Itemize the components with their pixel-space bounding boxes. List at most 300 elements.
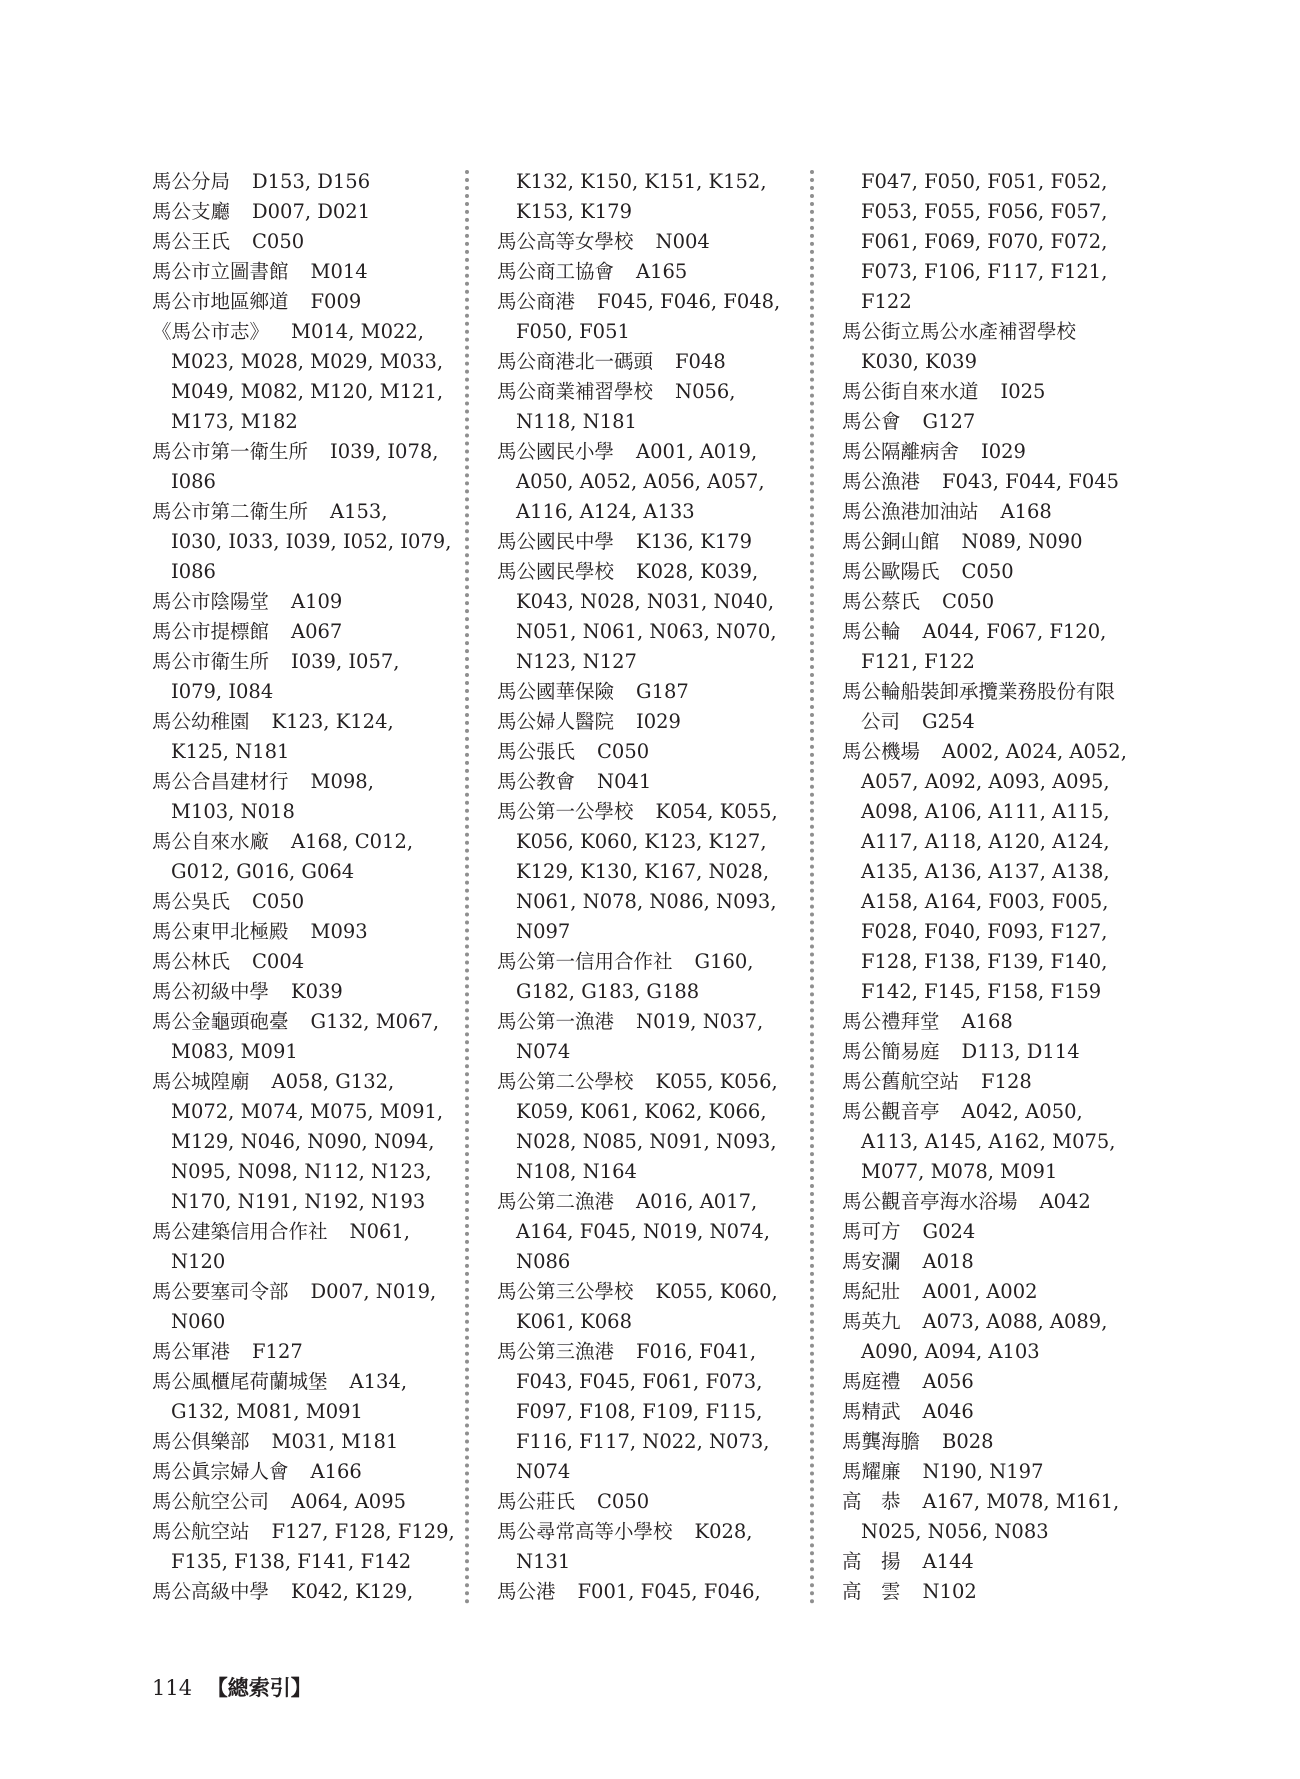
index-refs: A166 <box>310 1460 362 1483</box>
index-refs: K055, K060, <box>655 1280 778 1303</box>
index-line <box>842 1337 1172 1367</box>
index-term: 馬公尋常高等小學校 <box>497 1520 673 1543</box>
index-continuation: N131 <box>516 1550 571 1573</box>
index-refs: D007, N019, <box>310 1280 437 1303</box>
index-refs: G132, M067, <box>310 1010 440 1033</box>
index-refs: A064, A095 <box>291 1490 407 1513</box>
index-refs: A042 <box>1039 1190 1091 1213</box>
index-line <box>152 1517 455 1547</box>
index-refs: A001, A002 <box>922 1280 1038 1303</box>
index-line <box>152 797 452 827</box>
index-line <box>152 557 452 587</box>
index-line <box>152 1307 452 1337</box>
index-term: 馬公吳氏 <box>152 890 231 913</box>
index-term: 馬公高級中學 <box>152 1580 270 1603</box>
index-line <box>497 1097 802 1127</box>
index-refs: I039, I078, <box>330 440 439 463</box>
column-divider <box>810 170 814 1605</box>
index-line <box>497 1337 802 1367</box>
index-term: 馬公歐陽氏 <box>842 560 940 583</box>
index-refs: F127, F128, F129, <box>271 1520 455 1543</box>
index-term: 馬公第一漁港 <box>497 1010 615 1033</box>
index-term: 馬公國華保險 <box>497 680 615 703</box>
index-refs: M031, M181 <box>271 1430 399 1453</box>
index-line <box>152 347 452 377</box>
index-refs: A167, M078, M161, <box>922 1490 1120 1513</box>
index-line <box>497 1127 802 1157</box>
index-line <box>152 1037 452 1067</box>
index-line <box>497 1217 802 1247</box>
index-line <box>497 167 802 197</box>
index-term: 馬公國民小學 <box>497 440 615 463</box>
index-term: 馬可方 <box>842 1220 901 1243</box>
index-line <box>497 1037 802 1067</box>
index-term: 馬公合昌建材行 <box>152 770 289 793</box>
index-refs: A058, G132, <box>271 1070 395 1093</box>
index-continuation: F028, F040, F093, F127, <box>861 920 1108 943</box>
index-line <box>152 737 452 767</box>
index-term: 馬公第一信用合作社 <box>497 950 673 973</box>
index-term: 馬公禮拜堂 <box>842 1010 940 1033</box>
index-continuation: M023, M028, M029, M033, <box>171 350 444 373</box>
index-line <box>842 1067 1172 1097</box>
index-line <box>497 1157 802 1187</box>
index-continuation: F116, F117, N022, N073, <box>516 1430 770 1453</box>
index-refs: F128 <box>981 1070 1032 1093</box>
index-refs: A073, A088, A089, <box>922 1310 1108 1333</box>
index-term: 馬公張氏 <box>497 740 576 763</box>
index-term: 馬公觀音亭 <box>842 1100 940 1123</box>
index-line <box>842 1367 1172 1397</box>
index-refs: N190, N197 <box>922 1460 1044 1483</box>
index-line <box>842 647 1172 677</box>
index-line <box>152 947 452 977</box>
index-continuation: N074 <box>516 1040 571 1063</box>
index-line <box>152 1157 452 1187</box>
index-refs: M098, <box>310 770 374 793</box>
index-line <box>152 1487 452 1517</box>
page-number: 114 <box>152 1676 193 1700</box>
index-line <box>152 1277 452 1307</box>
index-refs: N056, <box>675 380 736 403</box>
index-line <box>842 407 1172 437</box>
index-continuation: 公司 <box>861 710 901 733</box>
index-term: 馬公城隍廟 <box>152 1070 250 1093</box>
index-line <box>842 1247 1172 1277</box>
index-continuation: I079, I084 <box>171 680 274 703</box>
index-line <box>842 1577 1172 1607</box>
index-term: 馬公機場 <box>842 740 921 763</box>
index-continuation: N086 <box>516 1250 571 1273</box>
index-line <box>152 197 452 227</box>
index-refs: N004 <box>655 230 710 253</box>
index-refs: K039 <box>291 980 343 1003</box>
index-continuation: N095, N098, N112, N123, <box>171 1160 432 1183</box>
index-term: 馬公市第二衛生所 <box>152 500 309 523</box>
index-line <box>497 587 802 617</box>
index-refs: I039, I057, <box>291 650 400 673</box>
index-refs: A046 <box>922 1400 974 1423</box>
index-line <box>152 407 452 437</box>
index-refs: A144 <box>922 1550 974 1573</box>
index-term: 馬公市地區鄉道 <box>152 290 289 313</box>
index-term: 馬公簡易庭 <box>842 1040 940 1063</box>
index-continuation: A090, A094, A103 <box>861 1340 1040 1363</box>
index-continuation: I086 <box>171 560 216 583</box>
index-line <box>152 497 452 527</box>
index-refs: N089, N090 <box>961 530 1083 553</box>
index-refs: C050 <box>597 740 650 763</box>
index-refs: G160, <box>694 950 754 973</box>
index-line <box>842 197 1172 227</box>
index-line <box>497 557 802 587</box>
index-refs: A067 <box>291 620 343 643</box>
index-refs: I029 <box>636 710 681 733</box>
index-line <box>497 1277 802 1307</box>
index-refs: A134, <box>349 1370 408 1393</box>
index-line <box>497 407 802 437</box>
index-term: 馬英九 <box>842 1310 901 1333</box>
index-line <box>842 827 1172 857</box>
index-continuation: A057, A092, A093, A095, <box>861 770 1110 793</box>
index-refs: A153, <box>330 500 388 523</box>
index-continuation: N170, N191, N192, N193 <box>171 1190 426 1213</box>
index-refs: A042, A050, <box>961 1100 1083 1123</box>
index-continuation: N123, N127 <box>516 650 637 673</box>
index-line <box>152 527 452 557</box>
index-line <box>152 1067 452 1097</box>
index-line <box>152 707 452 737</box>
index-line <box>842 1217 1172 1247</box>
index-term: 馬公王氏 <box>152 230 231 253</box>
index-refs: A165 <box>636 260 688 283</box>
index-term: 馬公東甲北極殿 <box>152 920 289 943</box>
index-continuation: F128, F138, F139, F140, <box>861 950 1108 973</box>
index-term: 馬公商港北一碼頭 <box>497 350 654 373</box>
index-term: 馬公觀音亭海水浴場 <box>842 1190 1018 1213</box>
index-term: 馬公輪 <box>842 620 901 643</box>
index-line <box>497 197 802 227</box>
index-line <box>497 707 802 737</box>
index-line <box>497 1247 802 1277</box>
index-continuation: K125, N181 <box>171 740 290 763</box>
index-line <box>152 767 452 797</box>
index-term: 馬耀廉 <box>842 1460 901 1483</box>
index-continuation: K030, K039 <box>861 350 977 373</box>
index-line <box>497 1007 802 1037</box>
index-line <box>497 1487 802 1517</box>
index-term: 馬公商工協會 <box>497 260 615 283</box>
index-term: 馬公市立圖書館 <box>152 260 289 283</box>
index-line <box>152 257 452 287</box>
index-continuation: A135, A136, A137, A138, <box>861 860 1110 883</box>
index-line <box>152 827 452 857</box>
index-refs: K136, K179 <box>636 530 752 553</box>
index-line <box>842 1487 1172 1517</box>
index-line <box>152 167 452 197</box>
index-line <box>842 1187 1172 1217</box>
index-term: 馬公銅山館 <box>842 530 940 553</box>
index-term: 馬公港 <box>497 1580 556 1603</box>
index-term: 馬公自來水廠 <box>152 830 270 853</box>
index-continuation: N118, N181 <box>516 410 637 433</box>
index-line <box>842 677 1172 707</box>
index-column-1 <box>152 167 455 1607</box>
index-line <box>497 827 802 857</box>
index-term: 馬公漁港加油站 <box>842 500 979 523</box>
index-refs: G187 <box>636 680 689 703</box>
index-refs: N061, <box>349 1220 410 1243</box>
index-continuation: G012, G016, G064 <box>171 860 355 883</box>
index-line <box>152 1427 452 1457</box>
index-continuation: F121, F122 <box>861 650 975 673</box>
index-continuation: A116, A124, A133 <box>516 500 695 523</box>
index-refs: K028, K039, <box>636 560 759 583</box>
index-refs: F127 <box>252 1340 303 1363</box>
index-refs: A168, C012, <box>291 830 414 853</box>
index-line <box>842 557 1172 587</box>
index-line <box>842 287 1172 317</box>
index-continuation: M129, N046, N090, N094, <box>171 1130 435 1153</box>
index-term: 馬公林氏 <box>152 950 231 973</box>
index-line <box>152 467 452 497</box>
index-refs: N019, N037, <box>636 1010 764 1033</box>
index-refs: F016, F041, <box>636 1340 757 1363</box>
index-line <box>497 857 802 887</box>
index-term: 馬公初級中學 <box>152 980 270 1003</box>
index-continuation: F053, F055, F056, F057, <box>861 200 1108 223</box>
index-line <box>497 347 802 377</box>
index-line <box>842 617 1172 647</box>
index-term: 馬公舊航空站 <box>842 1070 960 1093</box>
index-refs: A018 <box>922 1250 974 1273</box>
index-line <box>152 377 452 407</box>
index-refs: C050 <box>252 890 305 913</box>
index-line <box>497 1547 802 1577</box>
index-continuation: N120 <box>171 1250 226 1273</box>
index-continuation: N108, N164 <box>516 1160 637 1183</box>
index-line <box>497 257 802 287</box>
index-line <box>497 677 802 707</box>
index-refs: K028, <box>694 1520 753 1543</box>
index-continuation: G132, M081, M091 <box>171 1400 363 1423</box>
index-refs: G127 <box>922 410 976 433</box>
index-refs: M093 <box>310 920 368 943</box>
index-column-2 <box>497 167 802 1607</box>
index-line <box>497 1397 802 1427</box>
index-line <box>842 257 1172 287</box>
index-line <box>152 677 452 707</box>
index-refs: C050 <box>961 560 1014 583</box>
index-refs: M014 <box>310 260 368 283</box>
index-term: 馬公金龜頭砲臺 <box>152 1010 289 1033</box>
index-term: 馬公國民中學 <box>497 530 615 553</box>
index-refs: F001, F045, F046, <box>577 1580 761 1603</box>
index-line <box>842 977 1172 1007</box>
index-refs: C050 <box>597 1490 650 1513</box>
index-line <box>842 947 1172 977</box>
index-refs: A016, A017, <box>636 1190 758 1213</box>
index-line <box>152 1337 452 1367</box>
index-continuation: N025, N056, N083 <box>861 1520 1049 1543</box>
index-term: 馬公市提標館 <box>152 620 270 643</box>
index-line <box>497 527 802 557</box>
index-line <box>497 1577 802 1607</box>
index-term: 馬公婦人醫院 <box>497 710 615 733</box>
index-continuation: M049, M082, M120, M121, <box>171 380 444 403</box>
index-term: 馬公莊氏 <box>497 1490 576 1513</box>
index-refs: F009 <box>310 290 362 313</box>
index-line <box>842 1547 1172 1577</box>
index-continuation: K129, K130, K167, N028, <box>516 860 770 883</box>
index-line <box>152 1247 452 1277</box>
index-refs: B028 <box>942 1430 994 1453</box>
index-continuation: K153, K179 <box>516 200 632 223</box>
index-line <box>497 1367 802 1397</box>
index-refs: A168 <box>961 1010 1013 1033</box>
index-line <box>842 437 1172 467</box>
index-term: 馬公第三漁港 <box>497 1340 615 1363</box>
index-term: 高 雲 <box>842 1580 901 1603</box>
index-line <box>152 1097 452 1127</box>
index-continuation: K132, K150, K151, K152, <box>516 170 767 193</box>
index-term: 馬公俱樂部 <box>152 1430 250 1453</box>
index-term: 高 恭 <box>842 1490 901 1513</box>
index-line <box>497 887 802 917</box>
index-line <box>497 227 802 257</box>
index-line <box>152 437 452 467</box>
index-term: 馬公分局 <box>152 170 231 193</box>
index-line <box>497 437 802 467</box>
index-refs: C050 <box>942 590 995 613</box>
index-continuation: K043, N028, N031, N040, <box>516 590 775 613</box>
index-line <box>842 707 1172 737</box>
index-refs: G254 <box>922 710 975 733</box>
index-term: 馬公市第一衛生所 <box>152 440 309 463</box>
index-line <box>842 1007 1172 1037</box>
index-continuation: F073, F106, F117, F121, <box>861 260 1108 283</box>
index-term: 馬公航空公司 <box>152 1490 270 1513</box>
index-continuation: A050, A052, A056, A057, <box>516 470 765 493</box>
index-line <box>842 497 1172 527</box>
index-continuation: F142, F145, F158, F159 <box>861 980 1102 1003</box>
index-term: 馬公蔡氏 <box>842 590 921 613</box>
index-line <box>497 977 802 1007</box>
index-term: 馬公商業補習學校 <box>497 380 654 403</box>
index-refs: D153, D156 <box>252 170 371 193</box>
index-line <box>152 587 452 617</box>
index-line <box>497 617 802 647</box>
index-line <box>152 617 452 647</box>
index-refs: D007, D021 <box>252 200 371 223</box>
index-refs: F045, F046, F048, <box>597 290 781 313</box>
index-line <box>497 947 802 977</box>
index-continuation: F047, F050, F051, F052, <box>861 170 1108 193</box>
index-line <box>497 1067 802 1097</box>
index-continuation: M083, M091 <box>171 1040 298 1063</box>
index-term: 馬公教會 <box>497 770 576 793</box>
index-line <box>152 1577 452 1607</box>
index-continuation: A117, A118, A120, A124, <box>861 830 1110 853</box>
index-continuation: M077, M078, M091 <box>861 1160 1058 1183</box>
index-term: 高 揚 <box>842 1550 901 1573</box>
index-term: 馬公輪船裝卸承攬業務股份有限 <box>842 680 1116 703</box>
index-line <box>497 1187 802 1217</box>
index-refs: I029 <box>981 440 1026 463</box>
index-line <box>152 887 452 917</box>
index-refs: M014, M022, <box>291 320 424 343</box>
column-divider <box>465 170 469 1605</box>
index-line <box>842 1277 1172 1307</box>
index-continuation: K056, K060, K123, K127, <box>516 830 767 853</box>
index-refs: C004 <box>252 950 305 973</box>
index-term: 馬公街自來水道 <box>842 380 979 403</box>
index-line <box>842 1427 1172 1457</box>
index-term: 馬公幼稚園 <box>152 710 250 733</box>
index-line <box>842 1307 1172 1337</box>
index-line <box>497 647 802 677</box>
index-term: 馬公航空站 <box>152 1520 250 1543</box>
index-line <box>152 1127 452 1157</box>
index-refs: F043, F044, F045 <box>942 470 1120 493</box>
index-term: 馬紀壯 <box>842 1280 901 1303</box>
index-continuation: F050, F051 <box>516 320 630 343</box>
index-term: 馬公建築信用合作社 <box>152 1220 328 1243</box>
index-term: 馬公市衛生所 <box>152 650 270 673</box>
index-term: 馬公商港 <box>497 290 576 313</box>
index-line <box>842 587 1172 617</box>
index-line <box>497 287 802 317</box>
index-line <box>152 857 452 887</box>
index-line <box>152 1187 452 1217</box>
index-term: 馬公軍港 <box>152 1340 231 1363</box>
index-refs: A056 <box>922 1370 974 1393</box>
index-term: 馬安瀾 <box>842 1250 901 1273</box>
index-continuation: N061, N078, N086, N093, <box>516 890 777 913</box>
index-line <box>497 467 802 497</box>
index-line <box>152 1217 452 1247</box>
index-term: 馬公高等女學校 <box>497 230 634 253</box>
index-refs: K054, K055, <box>655 800 778 823</box>
index-continuation: K061, K068 <box>516 1310 632 1333</box>
index-term: 馬公要塞司令部 <box>152 1280 289 1303</box>
index-refs: A168 <box>1000 500 1052 523</box>
index-line <box>152 317 452 347</box>
index-term: 馬庭禮 <box>842 1370 901 1393</box>
index-term: 馬公國民學校 <box>497 560 615 583</box>
index-term: 馬公街立馬公水產補習學校 <box>842 320 1077 343</box>
index-continuation: M072, M074, M075, M091, <box>171 1100 444 1123</box>
index-line <box>152 1367 452 1397</box>
index-term: 馬精武 <box>842 1400 901 1423</box>
index-line <box>497 767 802 797</box>
index-line <box>497 1427 802 1457</box>
index-continuation: M103, N018 <box>171 800 295 823</box>
index-continuation: K059, K061, K062, K066, <box>516 1100 767 1123</box>
index-continuation: F061, F069, F070, F072, <box>861 230 1108 253</box>
index-continuation: A164, F045, N019, N074, <box>516 1220 771 1243</box>
index-continuation: F122 <box>861 290 912 313</box>
index-line <box>842 797 1172 827</box>
index-line <box>842 887 1172 917</box>
index-line <box>497 917 802 947</box>
index-line <box>497 1307 802 1337</box>
index-line <box>842 1157 1172 1187</box>
index-continuation: N074 <box>516 1460 571 1483</box>
index-line <box>842 527 1172 557</box>
index-line <box>497 497 802 527</box>
page-footer <box>152 1672 312 1702</box>
